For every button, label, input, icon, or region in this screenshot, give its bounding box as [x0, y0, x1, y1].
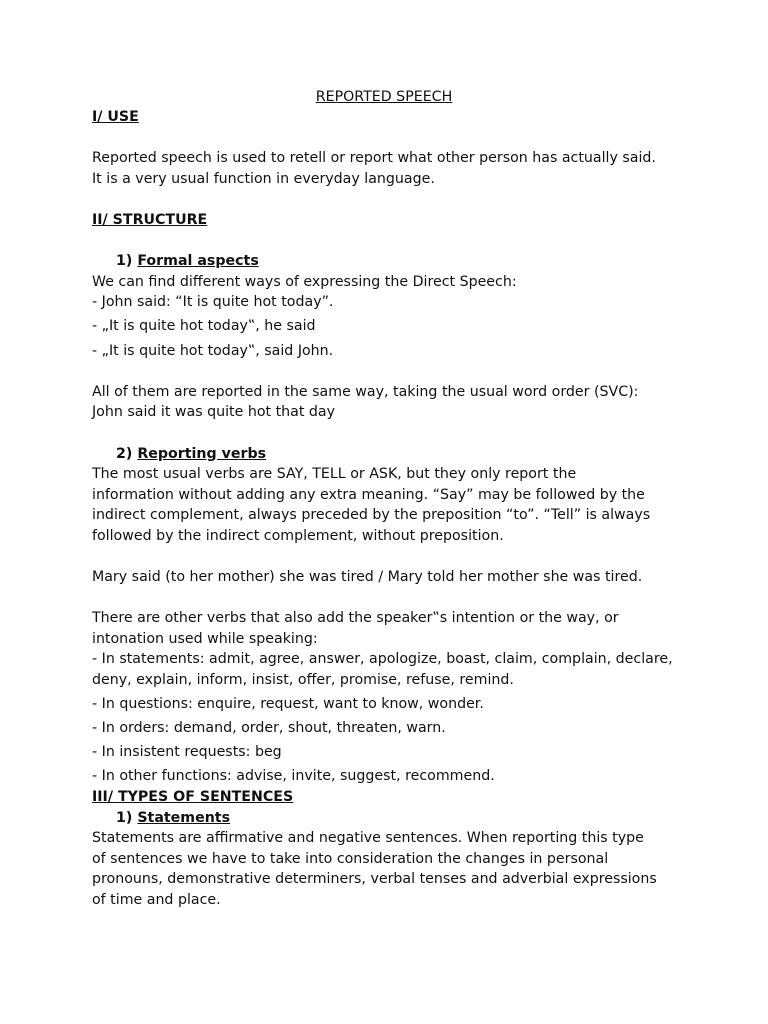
- list-item: - In orders: demand, order, shout, threaten, warn.: [92, 720, 446, 737]
- paragraph-line: followed by the indirect complement, without preposition.: [92, 527, 504, 544]
- paragraph-line: intonation used while speaking:: [92, 630, 318, 647]
- example-line: - „It is quite hot today‟, said John.: [92, 342, 334, 359]
- subsection-heading-formal-aspects: [92, 251, 692, 272]
- list-item-continuation: deny, explain, inform, insist, offer, promise, refuse, remind.: [92, 672, 514, 689]
- subsection-number: 1): [116, 809, 133, 826]
- paragraph-line: John said it was quite hot that day: [92, 404, 336, 421]
- list-item: - In questions: enquire, request, want to know, wonder.: [92, 696, 484, 713]
- paragraph-line: It is a very usual function in everyday language.: [92, 170, 435, 187]
- paragraph-line: All of them are reported in the same way, taking the usual word order (SVC):: [92, 383, 639, 400]
- subsection-number: 1): [116, 253, 133, 270]
- paragraph-line: There are other verbs that also add the speaker‟s intention or the way, or: [92, 610, 619, 627]
- list-item: - In insistent requests: beg: [92, 744, 282, 761]
- paragraph-line: Reported speech is used to retell or report what other person has actually said.: [92, 150, 656, 167]
- paragraph-line: indirect complement, always preceded by the preposition “to”. “Tell” is always: [92, 507, 651, 524]
- example-line: Mary said (to her mother) she was tired / Mary told her mother she was tired.: [92, 569, 643, 586]
- document-body: [92, 107, 692, 911]
- example-line: - „It is quite hot today‟, he said: [92, 318, 316, 335]
- section-heading-types-of-sentences: III/ TYPES OF SENTENCES: [92, 789, 294, 805]
- subsection-title: Statements: [137, 809, 231, 826]
- subsection-heading-reporting-verbs: [92, 444, 692, 465]
- paragraph-line: The most usual verbs are SAY, TELL or ASK, but they only report the: [92, 466, 577, 483]
- paragraph-line: pronouns, demonstrative determiners, verbal tenses and adverbial expressions: [92, 871, 657, 888]
- subsection-title: Formal aspects: [137, 253, 259, 270]
- paragraph-line: Statements are affirmative and negative sentences. When reporting this type: [92, 830, 644, 847]
- example-line: - John said: “It is quite hot today”.: [92, 294, 334, 311]
- subsection-heading-statements: [92, 808, 692, 829]
- paragraph-line: of time and place.: [92, 891, 221, 908]
- subsection-title: Reporting verbs: [137, 445, 267, 462]
- document-title: REPORTED SPEECH: [315, 89, 453, 105]
- subsection-number: 2): [116, 445, 133, 462]
- paragraph-line: We can find different ways of expressing the Direct Speech:: [92, 273, 517, 290]
- list-item: - In other functions: advise, invite, suggest, recommend.: [92, 768, 495, 785]
- paragraph-line: of sentences we have to take into consideration the changes in personal: [92, 850, 609, 867]
- section-heading-structure: II/ STRUCTURE: [92, 211, 208, 228]
- section-heading-use: I/ USE: [92, 109, 139, 125]
- list-item: - In statements: admit, agree, answer, apologize, boast, claim, complain, declare,: [92, 651, 673, 668]
- paragraph-line: information without adding any extra meaning. “Say” may be followed by the: [92, 486, 645, 503]
